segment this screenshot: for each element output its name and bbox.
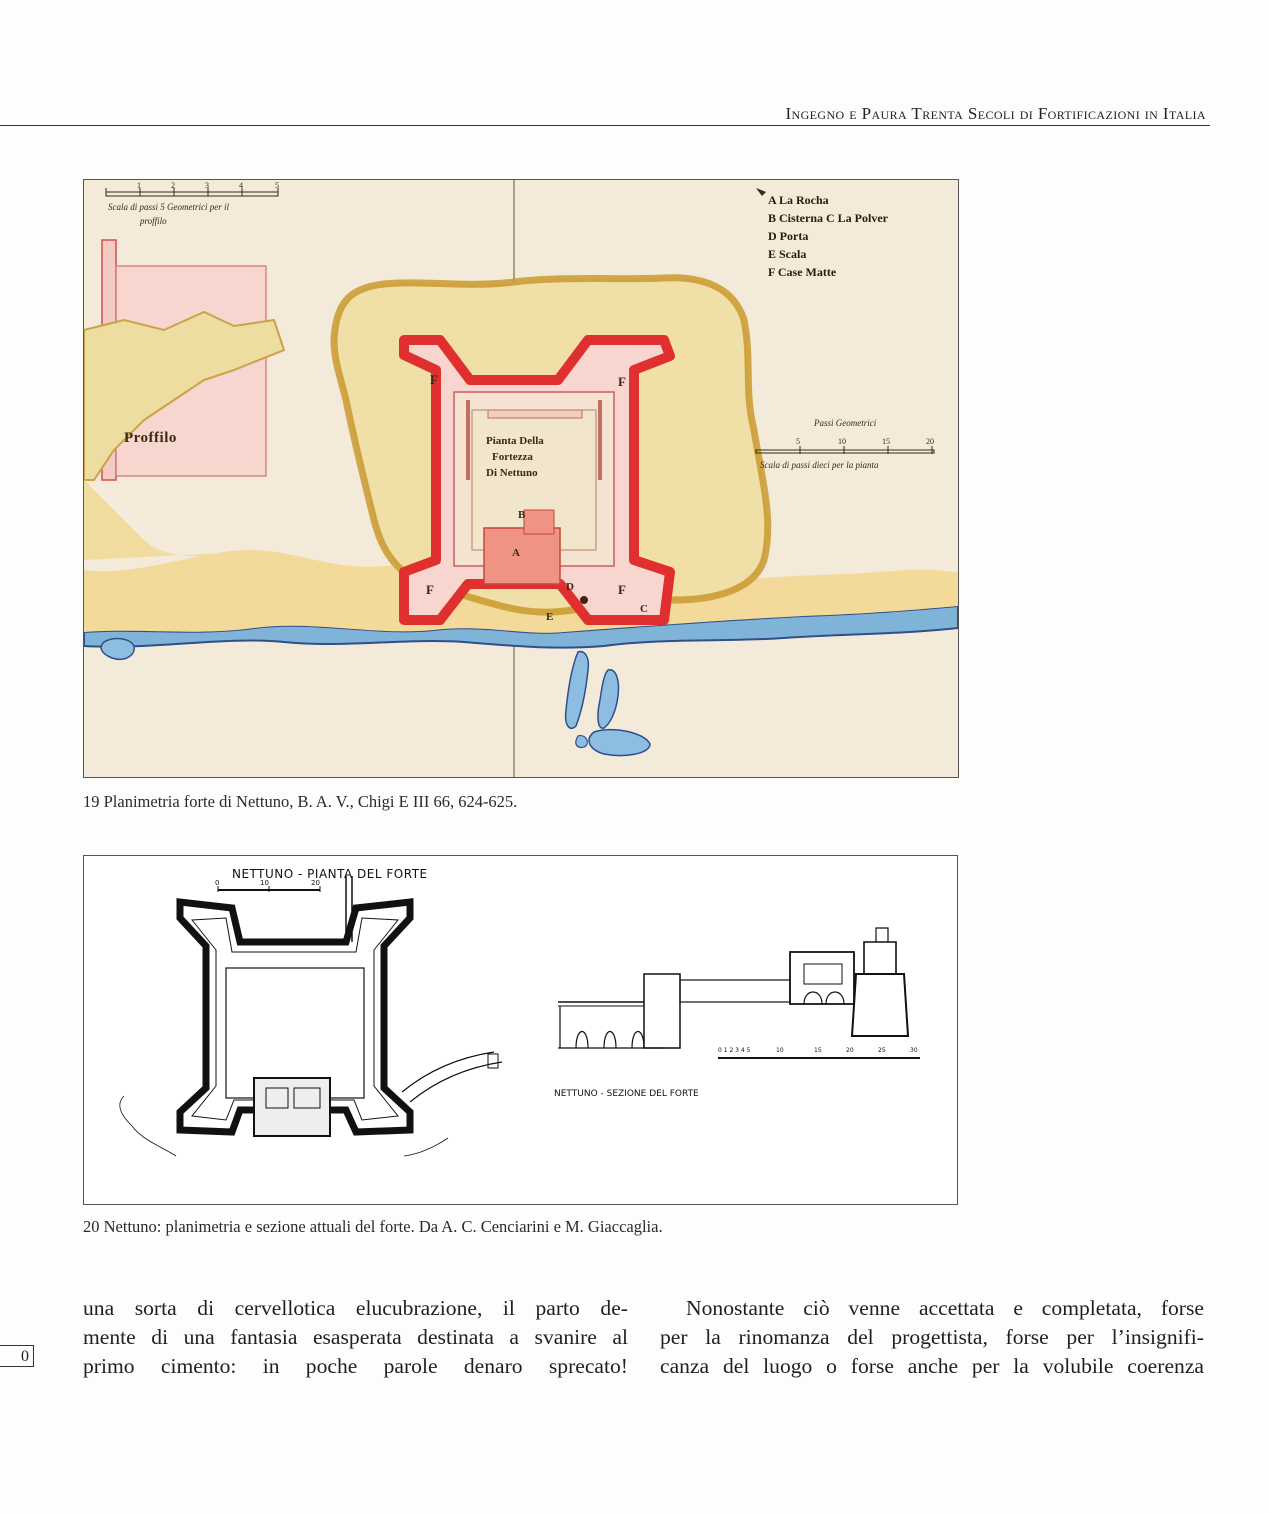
letter-f-se: F (618, 582, 626, 597)
plan-title-line-1: Pianta Della (486, 435, 544, 447)
figure-20-modern-drawings (83, 855, 958, 1205)
section-scale-30: 30 (910, 1047, 918, 1054)
letter-f-nw: F (430, 372, 438, 387)
section-scale-25: 25 (878, 1047, 886, 1054)
plan-scale-tick-20: 20 (926, 437, 934, 446)
legend-item-d: D Porta (768, 229, 809, 243)
plan-title-line-3: Di Nettuno (486, 467, 538, 479)
section-scale-20: 20 (846, 1047, 854, 1054)
letter-e: E (546, 611, 554, 623)
legend-item-e: E Scala (768, 247, 807, 261)
legend-item-b: B Cisterna C La Polver (768, 211, 888, 225)
body-right-line-2: per la rinomanza del progettista, forse per l’insignifi- (660, 1325, 1204, 1349)
scale-tick-5: 5 (275, 181, 279, 190)
letter-b: B (518, 509, 526, 521)
scale-tick-3: 3 (205, 181, 209, 190)
running-head: Ingegno e Paura Trenta Secoli di Fortificazioni in Italia (785, 104, 1206, 123)
section-scale-10: 10 (776, 1047, 784, 1054)
figure-20-caption: 20 Nettuno: planimetria e sezione attuali del forte. Da A. C. Cenciarini e M. Giaccaglia. (83, 1217, 663, 1236)
plan-scale-tick-15: 15 (882, 437, 890, 446)
letter-d: D (566, 581, 574, 593)
plan-title-line-2: Fortezza (492, 451, 533, 463)
scale-note-plan-top: Passi Geometrici (814, 418, 877, 428)
body-right-line-1: Nonostante ciò venne accettata e completata, forse (686, 1296, 1204, 1320)
page-number-box: 0 (0, 1345, 34, 1367)
letter-c: C (640, 603, 648, 615)
scale-tick-2: 2 (171, 181, 175, 190)
scale-note-profile-2: proffilo (140, 216, 167, 226)
scale-tick-1: 1 (137, 181, 141, 190)
letter-a: A (512, 547, 520, 559)
header-rule (0, 125, 1210, 126)
letter-f-ne: F (618, 374, 626, 389)
scale-tick-4: 4 (239, 181, 243, 190)
section-drawing-title: NETTUNO - SEZIONE DEL FORTE (554, 1089, 699, 1099)
profile-label: Proffilo (124, 430, 177, 446)
body-left-line-2: mente di una fantasia esasperata destinata a svanire al (83, 1325, 628, 1349)
section-scale-15: 15 (814, 1047, 822, 1054)
figure-19-caption: 19 Planimetria forte di Nettuno, B. A. V., Chigi E III 66, 624-625. (83, 792, 518, 811)
scale-note-profile-1: Scala di passi 5 Geometrici per il (108, 202, 229, 212)
plan-scale-10: 10 (260, 879, 269, 887)
body-column-left (83, 1294, 628, 1381)
body-left-line-3: primo cimento: in poche parole denaro sprecato! (83, 1354, 628, 1378)
body-right-line-3: canza del luogo o forse anche per la volubile coerenza (660, 1354, 1204, 1378)
plan-scale-0: 0 (215, 879, 220, 887)
body-column-right (660, 1294, 1204, 1381)
legend-item-f: F Case Matte (768, 265, 837, 279)
body-left-line-1: una sorta di cervellotica elucubrazione, il parto de- (83, 1296, 628, 1320)
letter-f-sw: F (426, 582, 434, 597)
section-scale-0-5: 0 1 2 3 4 5 (718, 1047, 751, 1054)
scale-note-plan-bottom: Scala di passi dieci per la pianta (760, 460, 879, 470)
plan-scale-20: 20 (311, 879, 320, 887)
plan-scale-tick-5: 5 (796, 437, 800, 446)
figure-19-historical-plan (83, 179, 959, 778)
plan-drawing-title: NETTUNO - PIANTA DEL FORTE (232, 867, 428, 881)
legend-item-a: A La Rocha (768, 193, 829, 207)
plan-scale-tick-10: 10 (838, 437, 846, 446)
